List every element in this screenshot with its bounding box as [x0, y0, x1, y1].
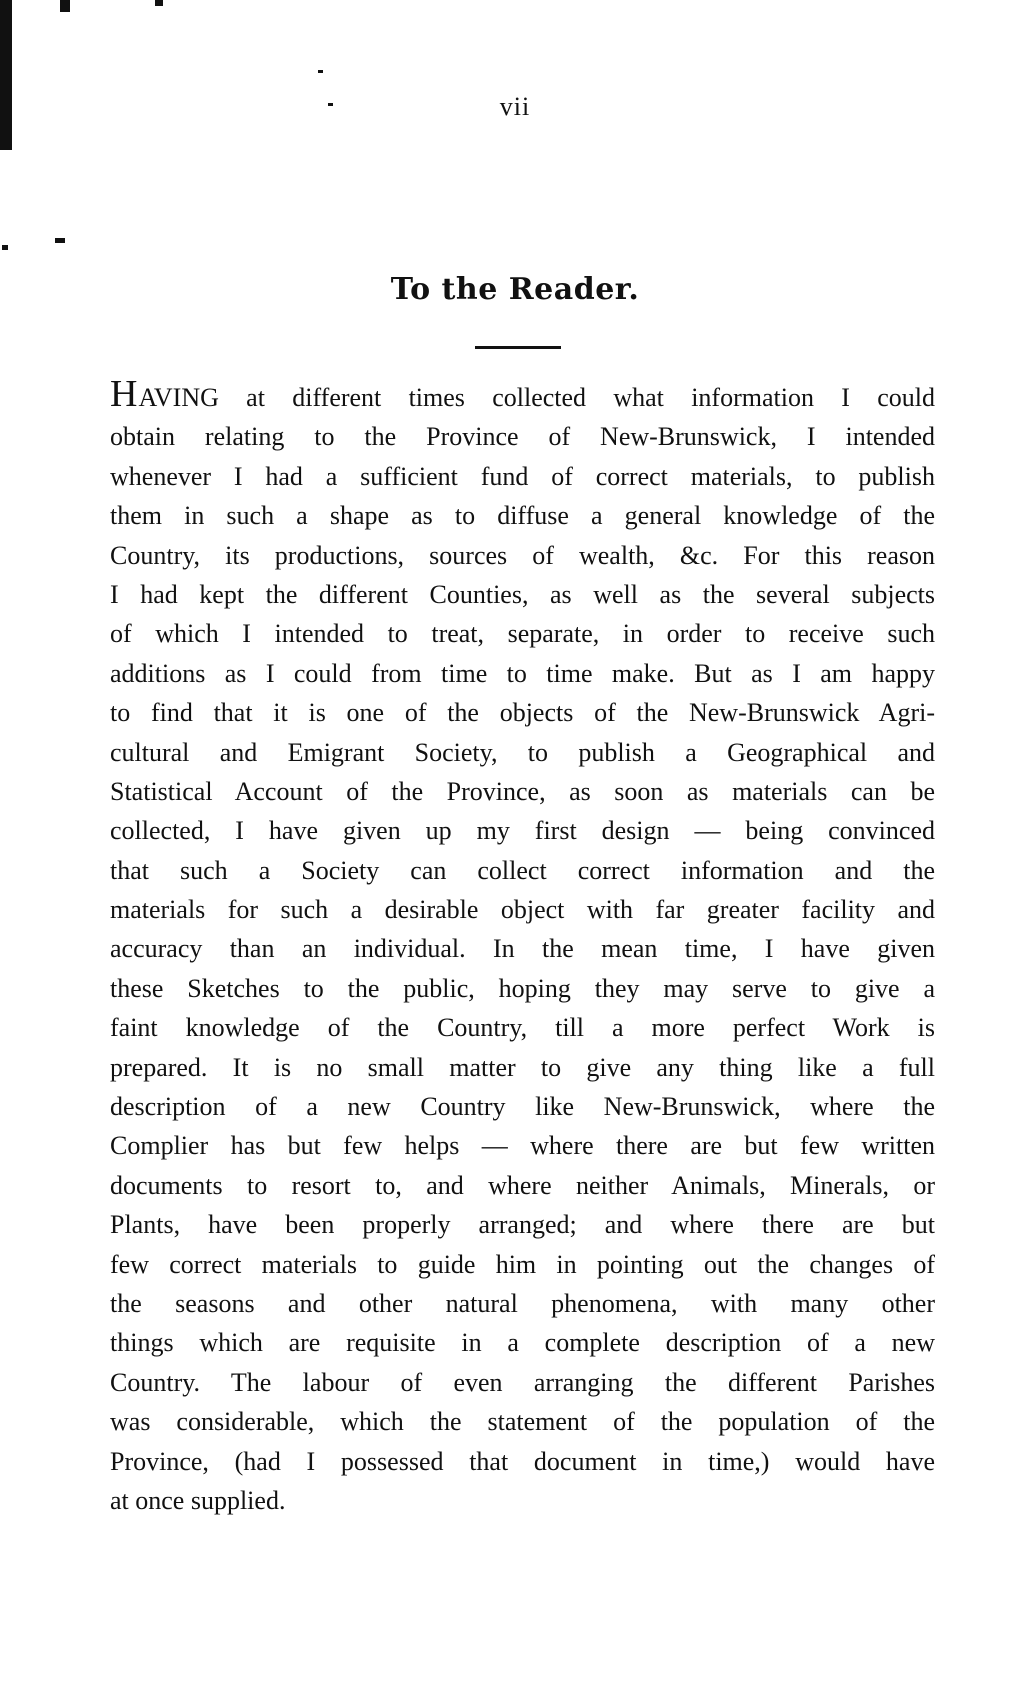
- scan-artifact-speck-3: [55, 238, 65, 243]
- drop-cap: H: [110, 378, 138, 415]
- text-line: Complier has but few helps — where there are but few written: [110, 1131, 935, 1161]
- text-line: was considerable, which the statement of the population of the: [110, 1407, 935, 1437]
- text-line: Plants, have been properly arranged; and where there are but: [110, 1210, 935, 1240]
- text-line-last: at once supplied.: [110, 1485, 286, 1515]
- text-line: cultural and Emigrant Society, to publish a Geographical and: [110, 737, 935, 767]
- text-line: to find that it is one of the objects of the New-Brunswick Agri-: [110, 698, 935, 728]
- body-paragraph: [110, 378, 935, 1520]
- text-line: materials for such a desirable object with far greater facility and: [110, 895, 935, 925]
- text-line: additions as I could from time to time make. But as I am happy: [110, 658, 935, 688]
- text-line: of which I intended to treat, separate, in order to receive such: [110, 619, 935, 649]
- text-line: the seasons and other natural phenomena, with many other: [110, 1288, 935, 1318]
- text-line: them in such a shape as to diffuse a general knowledge of the: [110, 501, 935, 531]
- text-line: Country. The labour of even arranging the different Parishes: [110, 1367, 935, 1397]
- text-line: Province, (had I possessed that document in time,) would have: [110, 1446, 935, 1476]
- text-line: these Sketches to the public, hoping they may serve to give a: [110, 973, 935, 1003]
- text-line: prepared. It is no small matter to give any thing like a full: [110, 1052, 935, 1082]
- text-line: [110, 378, 935, 417]
- text-line: I had kept the different Counties, as well as the several subjects: [110, 579, 935, 609]
- scan-artifact-speck-4: [2, 245, 8, 250]
- text-line: description of a new Country like New-Brunswick, where the: [110, 1092, 935, 1122]
- text-line: faint knowledge of the Country, till a more perfect Work is: [110, 1013, 935, 1043]
- text-line-content: AVING at different times collected what information I could: [138, 383, 935, 412]
- text-line: collected, I have given up my first design — being convinced: [110, 816, 935, 846]
- scan-artifact-left-edge: [0, 0, 12, 150]
- scan-artifact-top-speck-2: [155, 0, 163, 6]
- page-title: To the Reader.: [390, 272, 640, 307]
- scan-artifact-speck: [318, 70, 323, 73]
- text-line: Country, its productions, sources of wealth, &c. For this reason: [110, 540, 935, 570]
- text-line: obtain relating to the Province of New-Brunswick, I intended: [110, 422, 935, 452]
- text-line: things which are requisite in a complete description of a new: [110, 1328, 935, 1358]
- text-line: Statistical Account of the Province, as soon as materials can be: [110, 776, 935, 806]
- text-line: that such a Society can collect correct information and the: [110, 855, 935, 885]
- text-line: whenever I had a sufficient fund of correct materials, to publish: [110, 461, 935, 491]
- page-number: vii: [499, 92, 531, 121]
- title-rule: [475, 346, 561, 349]
- scan-artifact-top-speck: [60, 0, 70, 12]
- text-line: few correct materials to guide him in pointing out the changes of: [110, 1249, 935, 1279]
- text-line: accuracy than an individual. In the mean time, I have given: [110, 934, 935, 964]
- text-line: documents to resort to, and where neither Animals, Minerals, or: [110, 1170, 935, 1200]
